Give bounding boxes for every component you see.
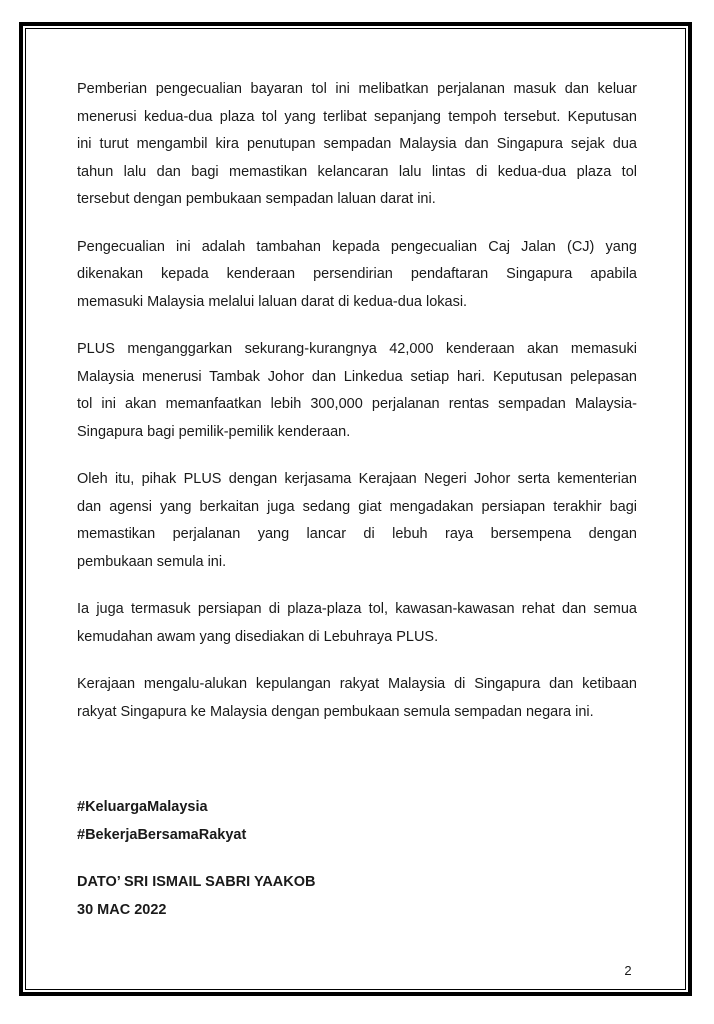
text-line: pembukaan semula ini. bbox=[77, 553, 227, 570]
text-line: tersebut dengan pembukaan sempadan laluan darat ini. bbox=[77, 191, 436, 207]
body-paragraph bbox=[77, 234, 637, 317]
body-paragraph bbox=[77, 671, 637, 726]
text-line: menerusi kedua-dua plaza tol yang terlibat sepanjang tempoh tersebut. Keputusan bbox=[77, 108, 637, 125]
signature-date: 30 MAC 2022 bbox=[77, 901, 167, 918]
text-line: Ia juga termasuk persiapan di plaza-plaza tol, kawasan-kawasan rehat dan semua bbox=[77, 601, 637, 617]
body-paragraph bbox=[77, 466, 637, 576]
text-line: Pemberian pengecualian bayaran tol ini melibatkan perjalanan masuk dan keluar bbox=[77, 81, 637, 97]
body-paragraphs bbox=[77, 76, 637, 726]
text-line: memastikan perjalanan yang lancar di lebuh raya bersempena dengan bbox=[77, 526, 637, 542]
text-line: Oleh itu, pihak PLUS dengan kerjasama Kerajaan Negeri Johor serta kementerian bbox=[77, 471, 637, 487]
text-line: Singapura bagi pemilik-pemilik kenderaan. bbox=[77, 423, 351, 440]
text-line: memasuki Malaysia melalui laluan darat di kedua-dua lokasi. bbox=[77, 293, 468, 310]
text-line: ini turut mengambil kira penutupan sempadan Malaysia dan Singapura sejak dua bbox=[77, 136, 637, 152]
text-line: tol ini akan memanfaatkan lebih 300,000 perjalanan rentas sempadan Malaysia- bbox=[77, 396, 637, 412]
signature-block bbox=[77, 869, 637, 924]
hashtag-keluarga-malaysia: #KeluargaMalaysia bbox=[77, 799, 208, 815]
text-line: rakyat Singapura ke Malaysia dengan pembukaan semula sempadan negara ini. bbox=[77, 703, 594, 720]
text-line: kemudahan awam yang disediakan di Lebuhraya PLUS. bbox=[77, 628, 439, 645]
body-paragraph bbox=[77, 76, 637, 214]
text-line: Pengecualian ini adalah tambahan kepada pengecualian Caj Jalan (CJ) yang bbox=[77, 238, 637, 255]
body-paragraph bbox=[77, 336, 637, 446]
text-line: Malaysia menerusi Tambak Johor dan Linkedua setiap hari. Keputusan pelepasan bbox=[77, 368, 637, 385]
text-line: dikenakan kepada kenderaan persendirian pendaftaran Singapura apabila bbox=[77, 266, 637, 282]
page-number: 2 bbox=[624, 963, 632, 978]
text-line: Kerajaan mengalu-alukan kepulangan rakyat Malaysia di Singapura dan ketibaan bbox=[77, 676, 637, 692]
text-line: dan agensi yang berkaitan juga sedang giat mengadakan persiapan terakhir bagi bbox=[77, 498, 637, 515]
document-content bbox=[77, 76, 637, 924]
text-line: PLUS menganggarkan sekurang-kurangnya 42,000 kenderaan akan memasuki bbox=[77, 341, 637, 357]
body-paragraph bbox=[77, 596, 637, 651]
hashtag-block bbox=[77, 794, 637, 849]
signatory-name: DATO’ SRI ISMAIL SABRI YAAKOB bbox=[77, 874, 316, 890]
hashtag-bekerja-bersama-rakyat: #BekerjaBersamaRakyat bbox=[77, 826, 247, 843]
text-line: tahun lalu dan bagi memastikan kelancaran lalu lintas di kedua-dua plaza tol bbox=[77, 163, 637, 180]
